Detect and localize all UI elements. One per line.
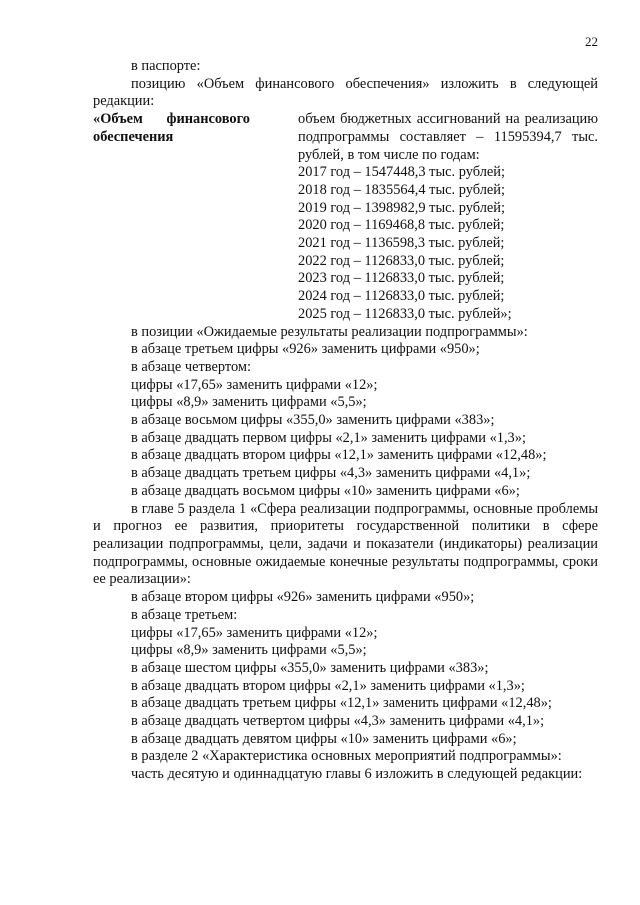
amendment-paragraph: в абзаце восьмом цифры «355,0» заменить цифрами «383»;: [131, 412, 495, 429]
intro-paragraph: позицию «Объем финансового обеспечения» изложить в следующей редакции:: [93, 75, 598, 110]
intro-paragraphs: [93, 58, 598, 111]
amendment-paragraph: в абзаце четвертом:: [131, 358, 252, 375]
amendment-paragraphs: [93, 324, 598, 784]
page-number: 22: [585, 34, 598, 49]
label-word-financial: финансового: [166, 111, 250, 128]
amendment-paragraph: цифры «17,65» заменить цифрами «12»;: [131, 376, 378, 393]
amendment-paragraph: в абзаце двадцать восьмом цифры «10» заменить цифрами «6»;: [131, 482, 520, 499]
funding-intro: объем бюджетных ассигнований на реализацию подпрограммы составляет – 11595394,7 тыс. рублей, в том числе по годам:: [298, 111, 598, 163]
passport-table-label: [93, 111, 268, 323]
amendment-paragraph: в главе 5 раздела 1 «Сфера реализации подпрограммы, основные проблемы и прогноз ее развития, приоритеты государственной политики в сфере реализации подпрограммы, цели, задачи и показатели (индикаторы) реализации подпрограммы, основные ожидаемые конечные результаты подпрограммы, сроки ее реализации»:: [93, 500, 598, 588]
funding-year-item: 2025 год – 1126833,0 тыс. рублей»;: [298, 305, 512, 322]
funding-year-item: 2017 год – 1547448,3 тыс. рублей;: [298, 164, 505, 181]
label-word-provision: обеспечения: [93, 128, 174, 145]
amendment-paragraph: в абзаце третьем:: [131, 606, 238, 623]
amendment-paragraph: часть десятую и одиннадцатую главы 6 изложить в следующей редакции:: [131, 766, 583, 783]
funding-year-item: 2018 год – 1835564,4 тыс. рублей;: [298, 181, 505, 198]
passport-table-value: [298, 111, 598, 323]
passport-table: [93, 111, 598, 323]
document-body: [93, 58, 598, 784]
funding-by-year-list: [298, 164, 598, 323]
amendment-paragraph: цифры «8,9» заменить цифрами «5,5»;: [131, 394, 367, 411]
amendment-paragraph: цифры «17,65» заменить цифрами «12»;: [131, 624, 378, 641]
amendment-paragraph: в абзаце двадцать первом цифры «2,1» заменить цифрами «1,3»;: [131, 429, 526, 446]
funding-year-item: 2020 год – 1169468,8 тыс. рублей;: [298, 217, 505, 234]
amendment-paragraph: в абзаце двадцать девятом цифры «10» заменить цифрами «6»;: [131, 730, 517, 747]
label-word-volume: «Объем: [93, 111, 143, 128]
amendment-paragraph: в абзаце шестом цифры «355,0» заменить цифрами «383»;: [131, 659, 489, 676]
amendment-paragraph: в абзаце двадцать втором цифры «2,1» заменить цифрами «1,3»;: [131, 677, 525, 694]
amendment-paragraph: в абзаце двадцать третьем цифры «4,3» заменить цифрами «4,1»;: [131, 465, 531, 482]
funding-year-item: 2019 год – 1398982,9 тыс. рублей;: [298, 199, 505, 216]
funding-year-item: 2023 год – 1126833,0 тыс. рублей;: [298, 270, 505, 287]
amendment-paragraph: в абзаце двадцать третьем цифры «12,1» заменить цифрами «12,48»;: [131, 695, 552, 712]
amendment-paragraph: в абзаце втором цифры «926» заменить цифрами «950»;: [131, 589, 475, 606]
funding-year-item: 2024 год – 1126833,0 тыс. рублей;: [298, 288, 505, 305]
amendment-paragraph: в позиции «Ожидаемые результаты реализации подпрограммы»:: [131, 323, 528, 340]
amendment-paragraph: в абзаце третьем цифры «926» заменить цифрами «950»;: [131, 341, 480, 358]
amendment-paragraph: в абзаце двадцать четвертом цифры «4,3» заменить цифрами «4,1»;: [131, 713, 545, 730]
funding-year-item: 2021 год – 1136598,3 тыс. рублей;: [298, 235, 505, 252]
funding-year-item: 2022 год – 1126833,0 тыс. рублей;: [298, 252, 505, 269]
intro-paragraph: в паспорте:: [131, 58, 201, 74]
amendment-paragraph: в разделе 2 «Характеристика основных мероприятий подпрограммы»:: [131, 748, 562, 765]
amendment-paragraph: цифры «8,9» заменить цифрами «5,5»;: [131, 642, 367, 659]
amendment-paragraph: в абзаце двадцать втором цифры «12,1» заменить цифрами «12,48»;: [131, 447, 547, 464]
